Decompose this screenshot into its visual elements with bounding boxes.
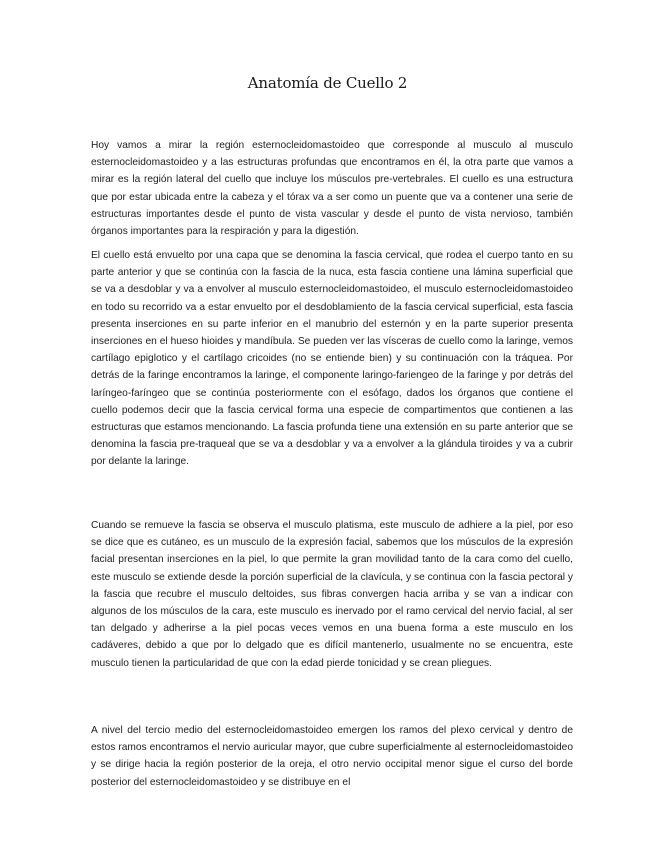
document-title: Anatomía de Cuello 2 xyxy=(247,74,408,92)
paragraph-4: A nivel del tercio medio del esternocleidomastoideo emergen los ramos del plexo cervical y dentro de estos ramos encontramos el nervio auricular mayor, que cubre superficialmente al esternocleidomastoideo y se dirige hacia la región posterior de la oreja, el otro nervio occipital menor sigue el curso del borde posterior del esternocleidomastoideo y se distribuye en el xyxy=(91,725,573,788)
paragraph-2: El cuello está envuelto por una capa que se denomina la fascia cervical, que rodea el cuerpo tanto en su parte anterior y que se continúa con la fascia de la nuca, esta fascia contiene una lámina superficial que se va a desdoblar y va a envolver al musculo esternocleidomastoideo, el musculo esternocleidomastoideo en todo su recorrido va a estar envuelto por el desdoblamiento de la fascia cervical superficial, esta fascia presenta inserciones en su parte inferior en el manubrio del esternón y en la parte superior presenta inserciones en el hueso hioides y mandíbula. Se pueden ver las vísceras de cuello como la laringe, vemos cartílago epiglotico y el cartílago cricoides (no se entiende bien) y su continuación con la tráquea. Por detrás de la faringe encontramos la laringe, el componente laringo-fariengeo de la faringe y por detrás del laríngeo-faríngeo que se continúa posteriormente con el esófago, dados los órganos que contiene el cuello podemos decir que la fascia cervical forma una especie de compartimentos que contienen a las estructuras que estamos mencionando. La fascia profunda tiene una extensión en su parte anterior que se denomina la fascia pre-traqueal que se va a desdoblar y va a envolver a la glándula tiroides y va a cubrir por delante la laringe. xyxy=(91,250,573,468)
paragraph-1: Hoy vamos a mirar la región esternocleidomastoideo que corresponde al musculo al musculo esternocleidomastoideo y a las estructuras profundas que encontramos en él, la otra parte que vamos a mirar es la región lateral del cuello que incluye los músculos pre-vertebrales. El cuello es una estructura que por estar ubicada entre la cabeza y el tórax va a ser como un puente que va a contener una serie de estructuras importantes desde el punto de vista vascular y desde el punto de vista nervioso, también órganos importantes para la respiración y para la digestión. xyxy=(91,140,573,238)
paragraph-3: Cuando se remueve la fascia se observa el musculo platisma, este musculo de adhiere a la piel, por eso se dice que es cutáneo, es un musculo de la expresión facial, sabemos que los músculos de la expresión facial presentan inserciones en la piel, lo que permite la gran movilidad tanto de la cara como del cuello, este musculo se extiende desde la porción superficial de la clavícula, y se continua con la fascia pectoral y la fascia que recubre el musculo deltoides, sus fibras convergen hacia arriba y se van a indicar con algunos de los músculos de la cara, este musculo es inervado por el ramo cervical del nervio facial, al ser tan delgado y adherirse a la piel pocas veces vemos en una buena forma a este musculo en los cadáveres, debido a que por lo delgado que es difícil mantenerlo, usualmente no se encuentra, este musculo tienen la particularidad de que con la edad pierde tonicidad y se crean pliegues. xyxy=(91,520,573,669)
